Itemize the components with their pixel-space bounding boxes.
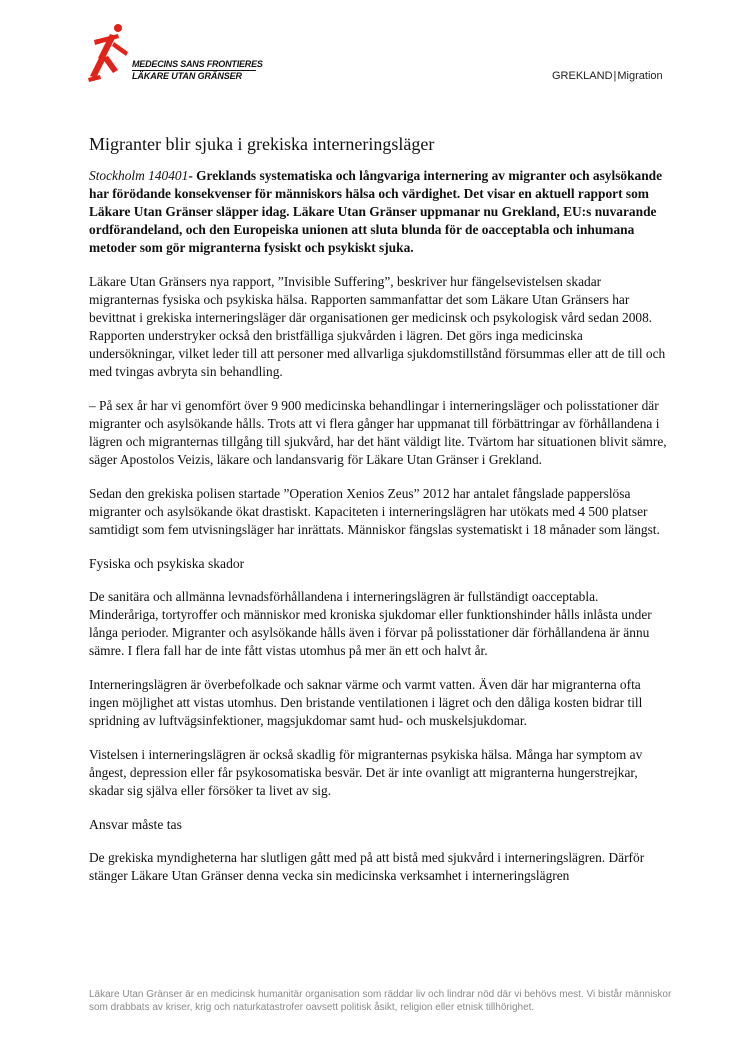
category-secondary: Migration — [617, 70, 663, 82]
paragraph-6: Vistelsen i interneringslägren är också skadlig för migranternas psykiska hälsa. Många har symptom av ångest, depression eller får psykosomatiska besvär. Det är inte ovanligt att migranterna hungerstrejkar, skadar sig själva eller försöker ta livet av sig. — [89, 747, 643, 798]
section-heading-responsibility: Ansvar måste tas — [89, 817, 182, 832]
lead-paragraph — [89, 167, 671, 257]
lead-text: - Greklands systematiska och långvariga internering av migranter och asylsökande har förödande konsekvenser för människors hälsa och värdighet. Det visar en aktuell rapport som Läkare Utan Gränser släpper idag. Läkare Utan Gränser uppmanar nu Grekland, EU:s nuvarande ordförandeland, och den Europeiska unionen att sluta blunda för de oacceptabla och inhumana metoder som gör migranterna fysiskt och psykiskt sjuka. — [89, 168, 663, 255]
msf-logo — [88, 22, 263, 86]
dateline: Stockholm 140401 — [89, 168, 189, 183]
paragraph-3: Sedan den grekiska polisen startade ”Operation Xenios Zeus” 2012 har antalet fångslade papperslösa migranter och asylsökande ökat drastiskt. Kapaciteten i interneringslägren har utökats med 4 500 platser samtidigt som fem utvisningsläger har inrättats. Människor fängslas systematiskt i 18 månader som längst. — [89, 486, 660, 537]
paragraph-5: Interneringslägren är överbefolkade och saknar värme och varmt vatten. Även där har migranterna ofta ingen möjlighet att vistas utomhus. Den bristande ventilationen i lägret och den dåliga kosten bidrar till spridning av luftvägsinfektioner, magsjukdomar samt hud- och muskelsjukdomar. — [89, 677, 643, 728]
category-separator: | — [613, 70, 617, 82]
article-body — [89, 133, 671, 901]
category-primary: GREKLAND — [552, 70, 613, 82]
category-tag — [552, 70, 663, 82]
article-title: Migranter blir sjuka i grekiska interneringsläger — [89, 134, 435, 154]
paragraph-2: – På sex år har vi genomfört över 9 900 medicinska behandlingar i interneringsläger och polisstationer där migranter och asylsökande hålls. Trots att vi flera gånger har uppmanat till förbättringar av förhållandena i lägren och migranternas tillgång till sjukvård, har det hänt väldigt lite. Tvärtom har situationen blivit sämre, säger Apostolos Veizis, läkare och landansvarig för Läkare Utan Gränser i Grekland. — [89, 398, 667, 467]
paragraph-4: De sanitära och allmänna levnadsförhållandena i interneringslägren är fullständigt oacceptabla. Minderåriga, tortyroffer och människor med kroniska sjukdomar eller funktionshinder hålls inlåsta under långa perioder. Migranter och asylsökande hålls även i förvar på polisstationer där förhållandena är ännu sämre. I flera fall har de inte fått vistas utomhus på mer än ett och halvt år. — [89, 589, 652, 658]
paragraph-7: De grekiska myndigheterna har slutligen gått med på att bistå med sjukvård i interneringslägren. Därför stänger Läkare Utan Gränser denna vecka sin medicinska verksamhet i interneringslägren — [89, 850, 645, 883]
paragraph-1: Läkare Utan Gränsers nya rapport, ”Invisible Suffering”, beskriver hur fängelsevistelsen skadar migranternas fysiska och psykiska hälsa. Rapporten sammanfattar det som Läkare Utan Gränsers har bevittnat i grekiska interneringsläger där organisationen ger medicinsk och psykologisk vård sedan 2008. Rapporten understryker också den bristfälliga sjukvården i lägren. Det görs inga medicinska undersökningar, vilket leder till att personer med allvarliga sjukdomstillstånd försummas eller att de till och med tvingas avbryta sin behandling. — [89, 274, 666, 379]
running-man-icon — [88, 22, 132, 84]
section-heading-injuries: Fysiska och psykiska skador — [89, 556, 245, 571]
page-footer: Läkare Utan Gränser är en medicinsk humanitär organisation som räddar liv och lindrar nöd där vi behövs mest. Vi bistår människor som drabbats av kriser, krig och naturkatastrofer oavsett politisk åsikt, religion eller etnisk tillhörighet. — [89, 989, 672, 1013]
logo-text-msf: MEDECINS SANS FRONTIERES — [132, 59, 263, 69]
logo-text-lug: LÄKARE UTAN GRÄNSER — [132, 71, 242, 81]
